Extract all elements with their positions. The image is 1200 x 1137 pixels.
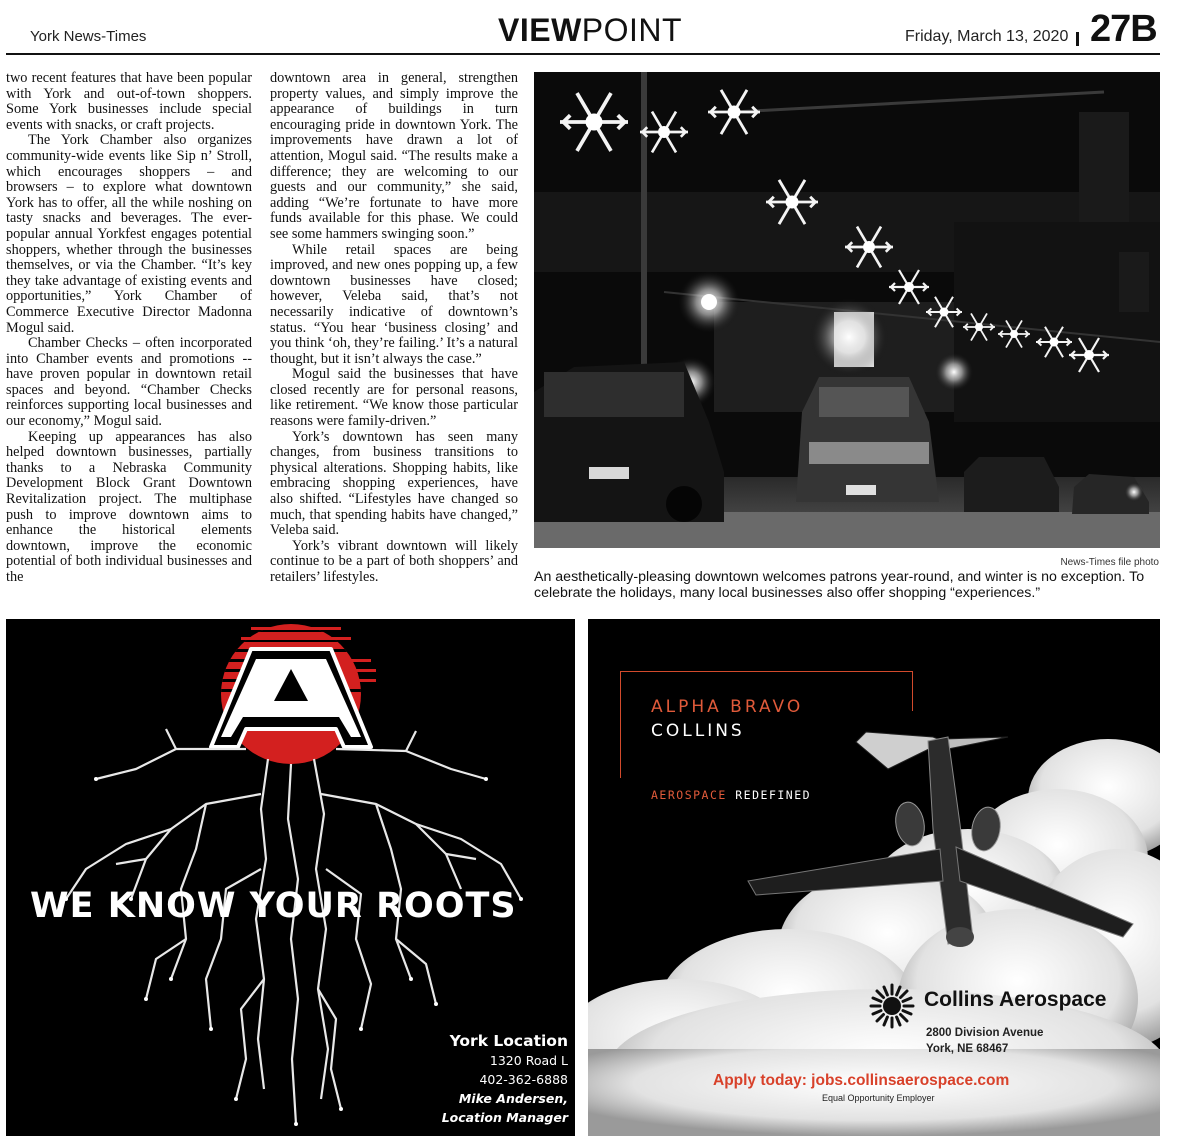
- tagline-white: REDEFINED: [735, 788, 812, 802]
- location-label: York Location: [449, 1032, 568, 1050]
- eeo-statement: Equal Opportunity Employer: [822, 1093, 935, 1103]
- header-separator: [1076, 32, 1079, 46]
- photo-caption: An aesthetically-pleasing downtown welcomes patrons year-round, and winter is no exception. To celebrate the holidays, many local businesses also offer shopping “experiences.”: [534, 569, 1145, 601]
- apply-link[interactable]: Apply today: jobs.collinsaerospace.com: [713, 1072, 1010, 1089]
- collins-address: [926, 1025, 1043, 1057]
- frame-line-top: [620, 671, 913, 672]
- paragraph: York’s vibrant downtown will likely continue to be a part of both shoppers’ and retailers’ lifestyles.: [270, 537, 518, 585]
- downtown-night-scene: [534, 72, 1160, 548]
- address-line-2: York, NE 68467: [926, 1043, 1009, 1055]
- downtown-photo: [534, 72, 1160, 548]
- paragraph: York’s downtown has seen many changes, from business transitions to physical alterations. Shopping habits, like embracing shopping experiences, have also shifted. “Lifestyles have changed so much, that spending habits have changed,” Veleba said.: [270, 428, 518, 539]
- issue-date: Friday, March 13, 2020: [905, 28, 1069, 45]
- paragraph: two recent features that have been popular with York and out-of-town shoppers. Some York businesses include special events with snacks, or craft projects.: [6, 70, 252, 133]
- photo-credit: News-Times file photo: [1060, 557, 1159, 568]
- paragraph: Chamber Checks – often incorporated into Chamber events and promotions -- have proven popular in downtown retail spaces and beyond. “Chamber Checks reinforces supporting local businesses and our economy,” Mogul said.: [6, 335, 252, 430]
- article-column-2: [270, 71, 518, 586]
- paragraph: Mogul said the businesses that have closed recently are for personal reasons, like retirement. “We know those particular reasons were family-driven.”: [270, 366, 518, 430]
- roots-location-info: [442, 1031, 568, 1127]
- address-line-1: 2800 Division Avenue: [926, 1027, 1044, 1039]
- header-rule: [6, 53, 1160, 55]
- collins-brand-name: Collins Aerospace: [924, 988, 1107, 1011]
- section-title-light: POINT: [581, 12, 683, 48]
- frame-line-right: [912, 671, 913, 711]
- article-column-1: [6, 71, 252, 586]
- roots-slogan: WE KNOW YOUR ROOTS: [30, 886, 517, 926]
- section-title-bold: VIEW: [498, 12, 582, 48]
- location-address: 1320 Road L: [489, 1053, 568, 1068]
- frame-line-left: [620, 671, 621, 778]
- paragraph: downtown area in general, strengthen property values, and simply improve the appearance of buildings in turn encouraging pride in downtown York. The improvements have drawn a lot of attention, Mogul said. “The results make a difference; they are welcoming to our guests and our community,” she said, adding “We’re fortunate to have more funds available for this phase. We could see some hammers swinging soon.”: [270, 70, 518, 242]
- contact-name: Mike Andersen,: [458, 1091, 568, 1106]
- ad-headline-line1: ALPHA BRAVO: [651, 697, 804, 717]
- ad-headline-line2: COLLINS: [651, 721, 745, 741]
- contact-title: Location Manager: [441, 1110, 568, 1125]
- location-phone[interactable]: 402-362-6888: [479, 1072, 568, 1087]
- section-title: [498, 12, 682, 49]
- paper-name: York News-Times: [30, 28, 147, 45]
- paragraph: While retail spaces are being improved, and new ones popping up, a few downtown businesses have closed; however, Veleba said, that’s not necessarily indicative of downtown’s status. “You hear ‘business closing’ and you think ‘oh, they’re failing.’ It’s a natural thought, but it isn’t always the case.”: [270, 241, 518, 367]
- page-number: 27B: [1090, 8, 1157, 50]
- tagline-red: AEROSPACE: [651, 788, 727, 802]
- paragraph: Keeping up appearances has also helped downtown businesses, partially thanks to a Nebraska Community Development Block Grant Downtown Revitalization project. The multiphase push to improve downtown aims to enhance the historical elements downtown, improve the economic potential of both individual businesses and the: [6, 428, 252, 585]
- ad-tagline: [651, 788, 811, 802]
- paragraph: The York Chamber also organizes community-wide events like Sip n’ Stroll, which encourages shoppers – and browsers – to explore what downtown York has to offer, all the while noshing on tasty snacks and beverages. The ever-popular annual Yorkfest engages potential shoppers, whether through the businesses themselves, or via the Chamber. “It’s key they take advantage of existing events and opportunities,” York Chamber of Commerce Executive Director Madonna Mogul said.: [6, 132, 252, 336]
- collins-sunburst-logo-icon: [868, 982, 916, 1030]
